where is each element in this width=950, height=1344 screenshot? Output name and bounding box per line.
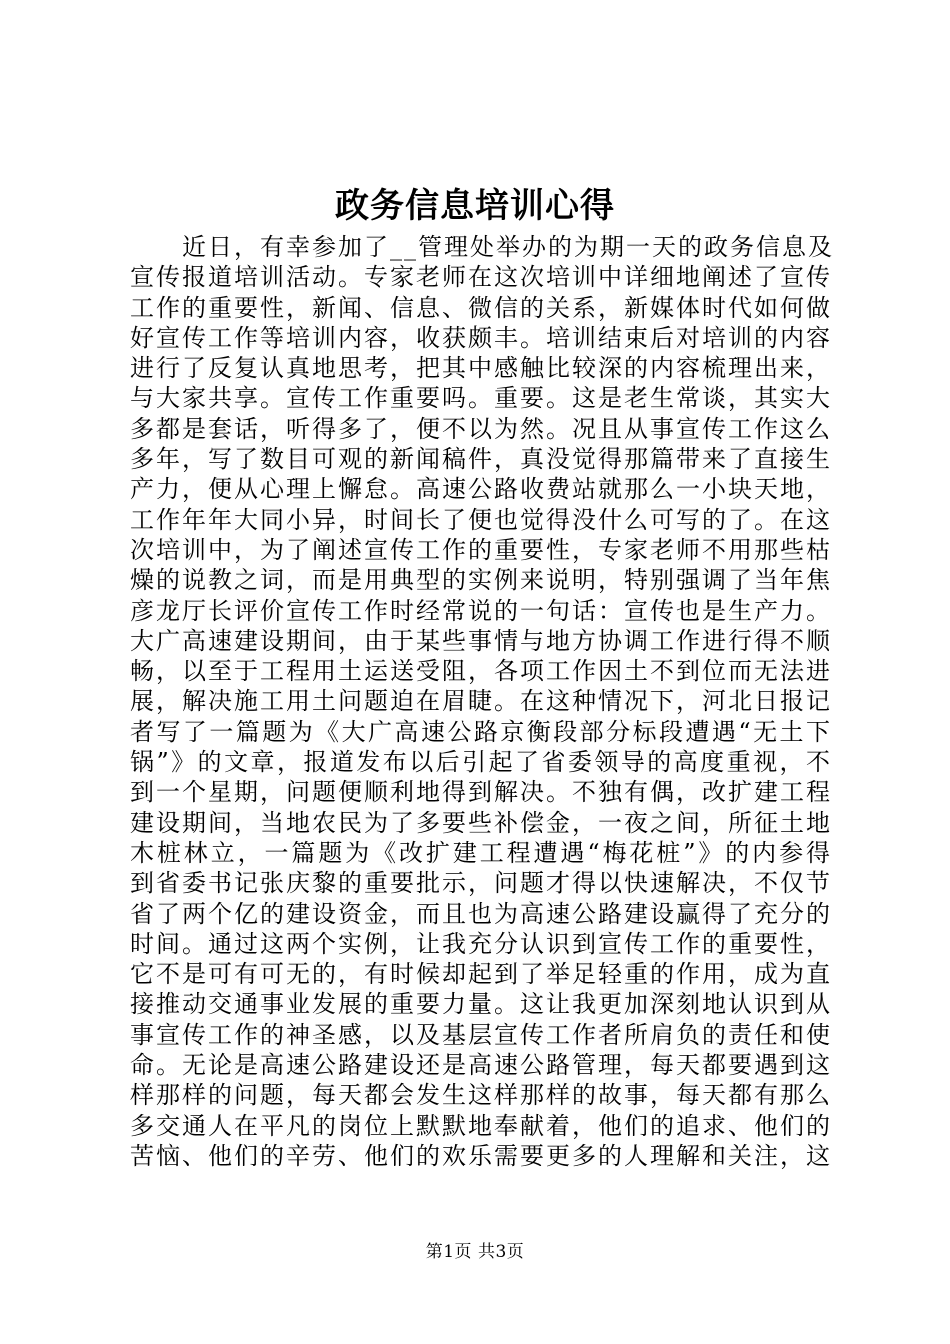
body-line: 它不是可有可无的，有时候却起到了举足轻重的作用，成为直 xyxy=(130,960,832,989)
body-line: 到省委书记张庆黎的重要批示，问题才得以快速解决，不仅节 xyxy=(130,869,832,898)
body-line: 多都是套话，听得多了，便不以为然。况且从事宣传工作这么 xyxy=(130,414,832,443)
body-line: 次培训中，为了阐述宣传工作的重要性，专家老师不用那些枯 xyxy=(130,535,832,564)
body-line: 命。无论是高速公路建设还是高速公路管理，每天都要遇到这 xyxy=(130,1051,832,1080)
body-line: 锅”》的文章，报道发布以后引起了省委领导的高度重视，不 xyxy=(130,748,832,777)
body-line: 畅，以至于工程用土运送受阻，各项工作因土不到位而无法进 xyxy=(130,657,832,686)
document-title: 政务信息培训心得 xyxy=(335,186,615,226)
body-line: 彦龙厅长评价宣传工作时经常说的一句话：宣传也是生产力。 xyxy=(130,596,832,625)
body-line: 进行了反复认真地思考，把其中感触比较深的内容梳理出来， xyxy=(130,354,832,383)
body-line: 时间。通过这两个实例，让我充分认识到宣传工作的重要性， xyxy=(130,929,832,958)
body-line: 多年，写了数目可观的新闻稿件，真没觉得那篇带来了直接生 xyxy=(130,445,832,474)
body-line: 接推动交通事业发展的重要力量。这让我更加深刻地认识到从 xyxy=(130,990,832,1019)
body-line: 近日，有幸参加了__管理处举办的为期一天的政务信息及 xyxy=(182,233,834,261)
page-number-footer: 第1页 共3页 xyxy=(425,1242,525,1262)
body-line: 到一个星期，问题便顺利地得到解决。不独有偶，改扩建工程 xyxy=(130,778,832,807)
body-line: 省了两个亿的建设资金，而且也为高速公路建设赢得了充分的 xyxy=(130,899,832,928)
body-line: 者写了一篇题为《大广高速公路京衡段部分标段遭遇“无土下 xyxy=(130,717,832,746)
body-line: 事宣传工作的神圣感，以及基层宣传工作者所肩负的责任和使 xyxy=(130,1020,832,1049)
body-line: 苦恼、他们的辛劳、他们的欢乐需要更多的人理解和关注，这 xyxy=(130,1141,832,1170)
body-line: 展，解决施工用土问题迫在眉睫。在这种情况下，河北日报记 xyxy=(130,687,832,716)
body-line: 大广高速建设期间，由于某些事情与地方协调工作进行得不顺 xyxy=(130,626,832,655)
body-line: 好宣传工作等培训内容，收获颇丰。培训结束后对培训的内容 xyxy=(130,323,832,352)
body-line: 燥的说教之词，而是用典型的实例来说明，特别强调了当年焦 xyxy=(130,566,832,595)
body-line: 建设期间，当地农民为了多要些补偿金，一夜之间，所征土地 xyxy=(130,808,832,837)
body-line: 样那样的问题，每天都会发生这样那样的故事，每天都有那么 xyxy=(130,1081,832,1110)
body-line: 工作的重要性，新闻、信息、微信的关系，新媒体时代如何做 xyxy=(130,293,832,322)
body-line: 多交通人在平凡的岗位上默默地奉献着，他们的追求、他们的 xyxy=(130,1111,832,1140)
body-line: 与大家共享。宣传工作重要吗。重要。这是老生常谈，其实大 xyxy=(130,384,832,413)
body-line: 产力，便从心理上懈怠。高速公路收费站就那么一小块天地， xyxy=(130,475,832,504)
body-line: 宣传报道培训活动。专家老师在这次培训中详细地阐述了宣传 xyxy=(130,263,832,292)
document-body xyxy=(130,232,832,1171)
body-line: 木桩林立，一篇题为《改扩建工程遭遇“梅花桩”》的内参得 xyxy=(130,838,832,867)
body-line: 工作年年大同小异，时间长了便也觉得没什么可写的了。在这 xyxy=(130,505,832,534)
